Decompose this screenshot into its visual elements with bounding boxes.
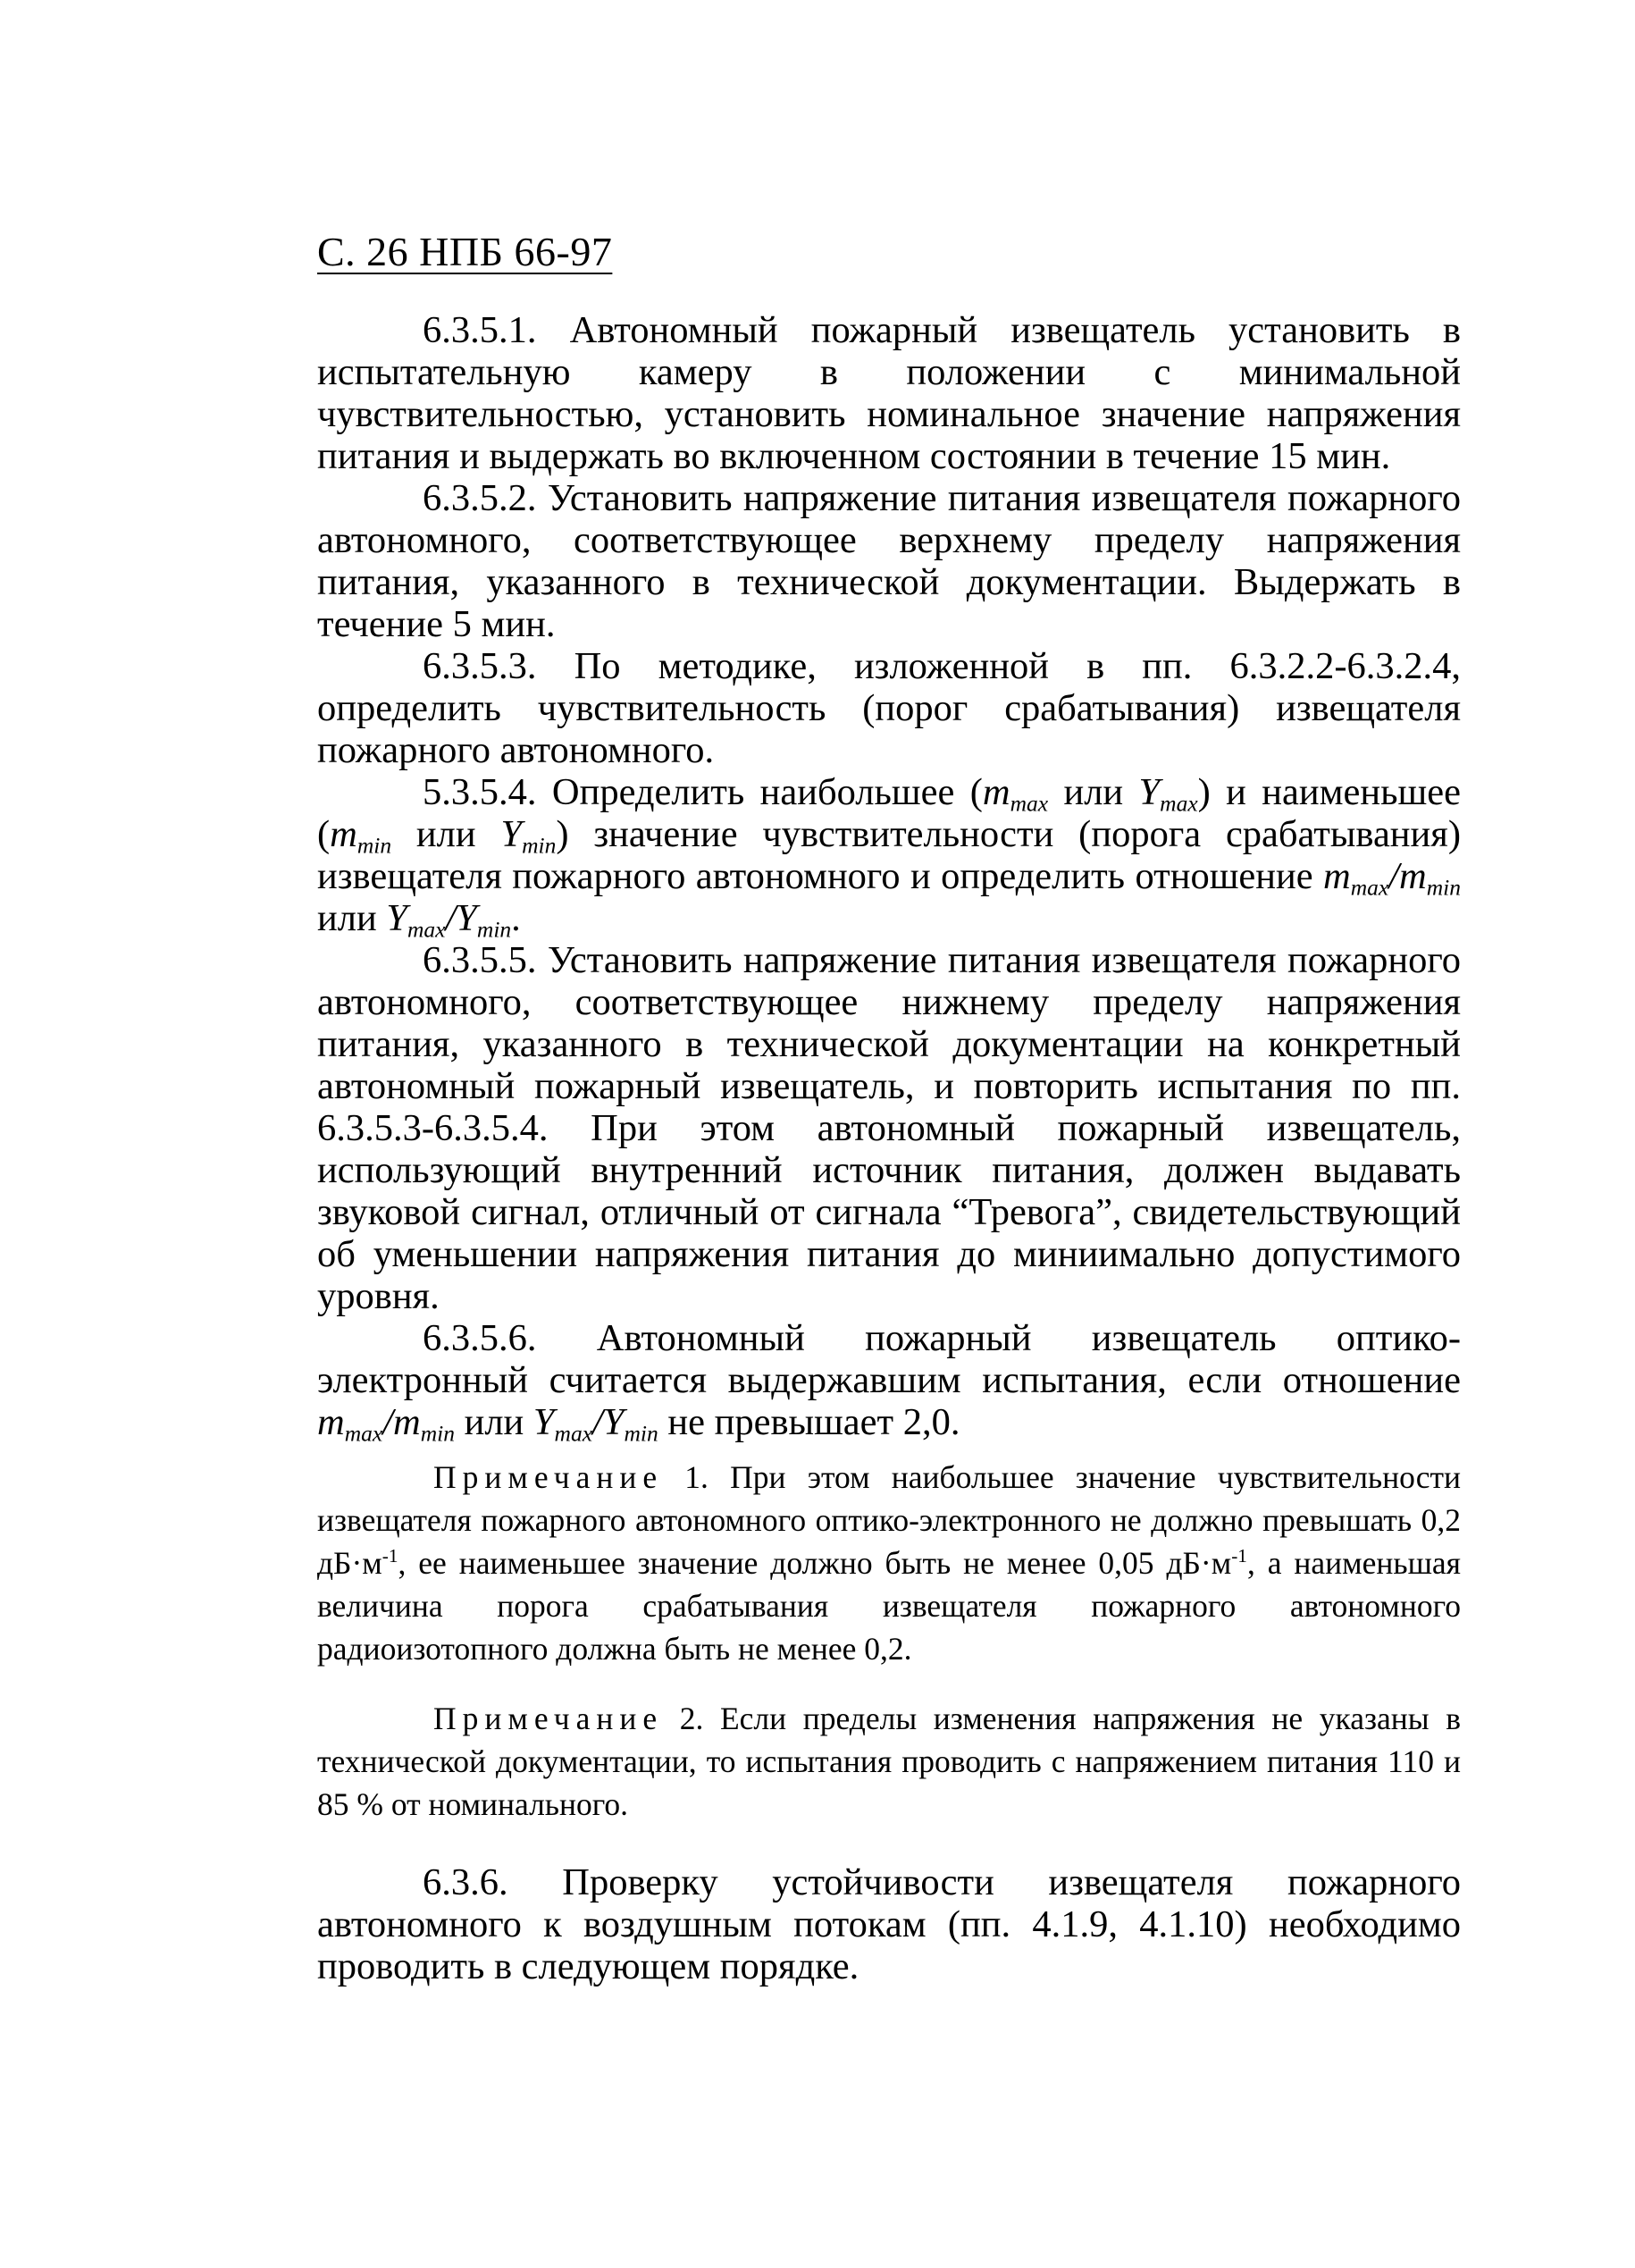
paragraph-6-3-6: 6.3.6. Проверку устойчивости извещателя пожарного автономного к воздушным потокам (пп. 4.1.9, 4.1.10) необходимо проводить в следующем порядке. [317, 1861, 1461, 1987]
text-run: или [454, 1401, 533, 1443]
note-1 [317, 1456, 1461, 1670]
text-run: ) значение чувствительности (порога срабатывания) извещателя пожарного автономного и определить отношение [317, 813, 1461, 897]
text-run: или [1048, 771, 1139, 813]
m-max-symbol: $m_{max}$ [982, 771, 1049, 817]
text-run: ) и наименьшее ( [317, 771, 1461, 855]
text-run: не превышает 2,0. [658, 1401, 960, 1443]
note-2 [317, 1697, 1461, 1826]
text-run: 6.3.5.6. Автономный пожарный извещатель оптико-электронный считается выдержавшим испытания, если отношение [317, 1317, 1461, 1401]
y-min-symbol: $Y_{min}$ [500, 813, 557, 859]
superscript: -1 [1231, 1545, 1247, 1567]
text-run: или [317, 897, 387, 939]
text-run: , ее наименьшее значение должно быть не менее 0,05 дБ·м [398, 1545, 1232, 1581]
text-run: 1. При этом наибольшее значение чувствительности извещателя пожарного автономного оптико-электронного не должно превышать 0,2 дБ·м [317, 1459, 1461, 1581]
paragraph-6-3-5-5: 6.3.5.5. Установить напряжение питания извещателя пожарного автономного, соответствующее нижнему пределу напряжения питания, указанного в технической документации на конкретный автономный пожарный извещатель, и повторить испытания по пп. 6.3.5.3-6.3.5.4. При этом автономный пожарный извещатель, использующий внутренний источник питания, должен выдавать звуковой сигнал, отличный от сигнала “Тревога”, свидетельствующий об уменьшении напряжения питания до миниимально допустимого уровня. [317, 939, 1461, 1317]
document-page [317, 228, 1461, 1987]
note-label: Примечание [433, 1459, 664, 1495]
note-label: Примечание [433, 1701, 664, 1736]
y-ratio-symbol: $Y_{max}/Y_{min}$ [386, 897, 512, 943]
m-min-symbol: $m_{min}$ [330, 813, 392, 859]
paragraph-6-3-5-3: 6.3.5.3. По методике, изложенной в пп. 6.3.2.2-6.3.2.4, определить чувствительность (порог срабатывания) извещателя пожарного автономного. [317, 645, 1461, 771]
text-run: . [511, 897, 521, 939]
m-ratio-symbol: $m_{max}/m_{min}$ [1323, 855, 1461, 901]
text-run: , а наименьшая величина порога срабатывания извещателя пожарного автономного радиоизотопного должна быть не менее 0,2. [317, 1545, 1461, 1667]
paragraph-6-3-5-6 [317, 1317, 1461, 1447]
page-header: С. 26 НПБ 66-97 [317, 229, 613, 274]
y-ratio-symbol: $Y_{max}/Y_{min}$ [532, 1401, 658, 1447]
m-ratio-symbol: $m_{max}/m_{min}$ [317, 1401, 455, 1447]
paragraph-6-3-5-1: 6.3.5.1. Автономный пожарный извещатель установить в испытательную камеру в положении с минимальной чувствительностью, установить номинальное значение напряжения питания и выдержать во включенном состоянии в течение 15 мин. [317, 309, 1461, 477]
y-max-symbol: $Y_{max}$ [1138, 771, 1198, 817]
text-run: или [391, 813, 501, 855]
superscript: -1 [382, 1545, 398, 1567]
paragraph-6-3-5-2: 6.3.5.2. Установить напряжение питания извещателя пожарного автономного, соответствующее верхнему пределу напряжения питания, указанного в технической документации. Выдержать в течение 5 мин. [317, 477, 1461, 645]
text-run: 5.3.5.4. Определить наибольшее ( [423, 771, 983, 813]
text-run: 2. Если пределы изменения напряжения не указаны в технической документации, то испытания проводить с напряжением питания 110 и 85 % от номинального. [317, 1701, 1461, 1822]
paragraph-5-3-5-4 [317, 771, 1461, 943]
